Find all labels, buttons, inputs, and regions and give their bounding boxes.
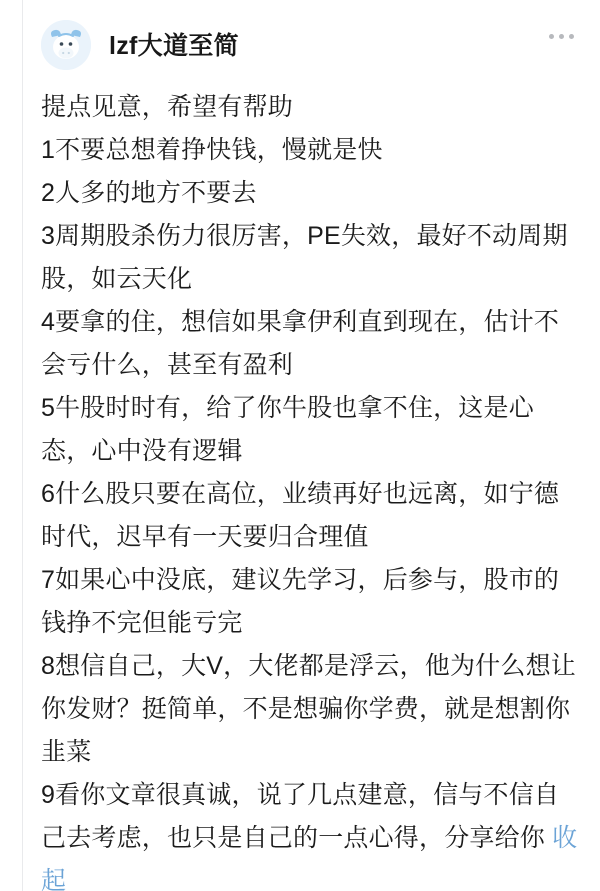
post-line: 3周期股杀伤力很厉害，PE失效，最好不动周期股，如云天化 — [41, 222, 568, 293]
post-line: 1不要总想着挣快钱，慢就是快 — [41, 136, 383, 164]
post-line: 6什么股只要在高位，业绩再好也远离，如宁德时代，迟早有一天要归合理值 — [41, 480, 560, 551]
post-line: 4要拿的住，想信如果拿伊利直到现在，估计不会亏什么，甚至有盈利 — [41, 308, 560, 379]
post-header — [41, 18, 584, 72]
collapse-button[interactable]: 收起 — [41, 824, 578, 891]
post-author-name[interactable]: lzf大道至简 — [109, 32, 239, 60]
post-card — [23, 0, 600, 891]
post-line: 2人多的地方不要去 — [41, 179, 257, 207]
post-line: 5牛股时时有，给了你牛股也拿不住，这是心态，心中没有逻辑 — [41, 394, 534, 465]
post-line: 9看你文章很真诚，说了几点建意，信与不信自己去考虑，也只是自己的一点心得，分享给你 — [41, 781, 560, 852]
post-content — [41, 86, 584, 891]
cow-avatar-icon[interactable] — [41, 20, 91, 70]
post-line: 提点见意，希望有帮助 — [41, 93, 294, 121]
post-line: 7如果心中没底，建议先学习，后参与，股市的钱挣不完但能亏完 — [41, 566, 560, 637]
more-options-icon[interactable] — [549, 34, 574, 39]
post-line: 8想信自己，大V，大佬都是浮云，他为什么想让你发财？挺简单，不是想骗你学费，就是想割你韭菜 — [41, 652, 576, 766]
